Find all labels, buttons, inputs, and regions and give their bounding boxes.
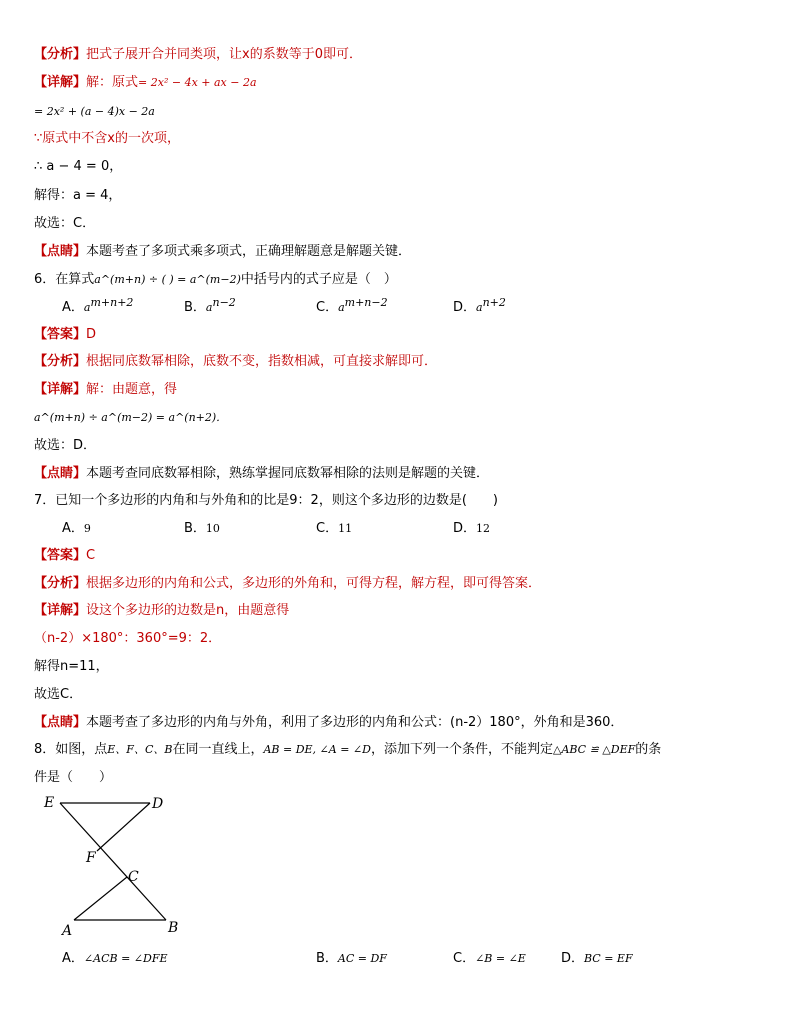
q6-option-b-label: B． — [184, 300, 206, 315]
q8-option-c-label: C． — [453, 951, 476, 966]
q5-expr2: = 2x² + (a − 4)x − 2a — [34, 105, 155, 118]
label-d: D — [152, 796, 164, 812]
q6-answer-tag: 【答案】 — [34, 327, 87, 342]
label-f: F — [86, 850, 96, 866]
q7-option-d — [453, 520, 490, 538]
q6-option-b-exp: n−2 — [212, 296, 236, 309]
q6-comment-line — [34, 465, 489, 483]
q7-option-c-value: 11 — [338, 522, 353, 535]
q6-question-tail: 中括号内的式子应是（ ） — [240, 272, 397, 287]
q8-question-tri: △ABC ≌ △DEF — [552, 743, 636, 756]
q6-option-d-label: D． — [453, 300, 477, 315]
q7-comment-line — [34, 714, 623, 732]
q8-question-points: E、F、C、B — [107, 743, 173, 756]
q8-question-d: 的条 — [635, 742, 662, 757]
q6-option-d-exp: n+2 — [482, 296, 506, 309]
q6-option-a-exp: m+n+2 — [90, 296, 134, 309]
q8-option-d-value: BC = EF — [584, 952, 633, 965]
q7-answer-tag: 【答案】 — [34, 548, 87, 563]
q6-question — [34, 271, 397, 289]
geometry-figure — [40, 792, 190, 940]
q6-option-a-label: A． — [62, 300, 84, 315]
q6-question-lead: 6．在算式 — [34, 272, 95, 287]
q8-option-d — [561, 950, 633, 968]
q5-therefore: ∴ a − 4 = 0， — [34, 159, 123, 174]
q7-option-b-value: 10 — [205, 522, 220, 535]
q7-detail-text: 设这个多边形的边数是n，由题意得 — [86, 603, 290, 618]
q6-option-d — [453, 296, 506, 317]
q7-option-b — [184, 520, 220, 538]
q6-option-c-base: a — [338, 301, 345, 314]
q7-answer-line — [34, 547, 95, 565]
q5-detail-lead: 解：原式 — [86, 75, 139, 90]
label-b: B — [168, 920, 179, 936]
q5-comment-tag: 【点睛】 — [34, 244, 87, 259]
q5-choose: 故选：C． — [34, 216, 96, 231]
q7-equation: （n-2）×180°：360°=9：2． — [34, 631, 222, 646]
q7-solve: 解得n=11， — [34, 659, 109, 674]
q7-analysis-text: 根据多边形的内角和公式，多边形的外角和，可得方程，解方程，即可得答案． — [86, 576, 542, 591]
q5-detail-line — [34, 74, 257, 92]
q5-detail-tag: 【详解】 — [34, 75, 87, 90]
q8-option-b — [316, 950, 387, 968]
q7-choose: 故选C． — [34, 687, 83, 702]
q7-option-c — [316, 520, 352, 538]
q6-option-b-base: a — [205, 301, 213, 314]
segment-eb — [60, 803, 166, 920]
q7-question: 7．已知一个多边形的内角和与外角和的比是9：2，则这个多边形的边数是( ) — [34, 493, 498, 508]
q8-option-b-value: AC = DF — [337, 952, 387, 965]
q6-answer: D — [86, 327, 97, 342]
q6-detail-text: 解：由题意，得 — [86, 382, 178, 397]
q8-question-line1 — [34, 741, 661, 759]
q6-answer-line — [34, 326, 96, 344]
q7-answer: C — [86, 548, 96, 563]
q6-option-c-label: C． — [316, 300, 339, 315]
q7-option-a-value: 9 — [83, 522, 91, 535]
q7-option-b-label: B． — [184, 521, 206, 536]
q6-choose: 故选：D． — [34, 438, 97, 453]
q8-question-c: ，添加下列一个条件，不能判定 — [370, 742, 553, 757]
q8-question-line2: 件是（ ） — [34, 770, 113, 785]
q8-question-a: 8．如图，点 — [34, 742, 108, 757]
label-a: A — [62, 923, 73, 939]
segment-df — [97, 803, 150, 851]
q5-comment-line — [34, 243, 411, 261]
q6-comment-tag: 【点睛】 — [34, 466, 87, 481]
q8-question-cond: AB = DE, ∠A = ∠D — [263, 743, 371, 756]
q8-option-b-label: B． — [316, 951, 338, 966]
q7-detail-line — [34, 602, 289, 620]
q8-option-d-label: D． — [561, 951, 585, 966]
figure-lines — [60, 803, 166, 920]
q6-option-a-base: a — [83, 301, 91, 314]
q7-option-d-label: D． — [453, 521, 477, 536]
label-e: E — [44, 795, 55, 811]
q6-comment-text: 本题考查同底数幂相除，熟练掌握同底数幂相除的法则是解题的关键． — [86, 466, 490, 481]
q7-detail-tag: 【详解】 — [34, 603, 87, 618]
q6-option-c — [316, 296, 388, 317]
q5-comment-text: 本题考查了多项式乘多项式，正确理解题意是解题关键． — [86, 244, 412, 259]
q6-analysis-line — [34, 353, 437, 371]
q8-option-c — [453, 950, 526, 968]
q5-analysis-text: 把式子展开合并同类项，让x的系数等于0即可． — [86, 47, 362, 62]
q6-analysis-tag: 【分析】 — [34, 354, 87, 369]
q7-option-d-value: 12 — [476, 522, 491, 535]
q6-option-d-base: a — [476, 301, 483, 314]
q6-option-a — [62, 296, 134, 317]
q8-option-a-label: A． — [62, 951, 84, 966]
q7-analysis-line — [34, 575, 541, 593]
q5-analysis-tag: 【分析】 — [34, 47, 87, 62]
q8-option-a-value: ∠ACB = ∠DFE — [83, 952, 168, 965]
q5-detail-expr: = 2x² − 4x + ax − 2a — [138, 76, 257, 89]
q6-question-math: a^(m+n) ÷ ( ) = a^(m−2) — [94, 273, 241, 286]
q5-solve: 解得：a = 4， — [34, 188, 122, 203]
q8-question-b: 在同一直线上， — [172, 742, 264, 757]
q7-option-c-label: C． — [316, 521, 339, 536]
q7-comment-text: 本题考查了多边形的内角与外角，利用了多边形的内角和公式：(n-2）180°，外角和是360． — [86, 715, 624, 730]
label-c: C — [128, 869, 139, 885]
q6-analysis-text: 根据同底数幂相除，底数不变，指数相减，可直接求解即可． — [86, 354, 438, 369]
q6-option-c-exp: m+n−2 — [344, 296, 388, 309]
q8-option-c-value: ∠B = ∠E — [475, 952, 526, 965]
q6-option-b — [184, 296, 236, 317]
q6-detail-line — [34, 381, 177, 399]
q6-detail-tag: 【详解】 — [34, 382, 87, 397]
q5-because: ∵原式中不含x的一次项， — [34, 131, 180, 146]
q7-option-a-label: A． — [62, 521, 84, 536]
q6-detail-expr: a^(m+n) ÷ a^(m−2) = a^(n+2)． — [34, 411, 228, 424]
segment-ca — [74, 877, 127, 920]
q8-option-a — [62, 950, 167, 968]
q5-analysis-line — [34, 46, 362, 64]
q7-comment-tag: 【点睛】 — [34, 715, 87, 730]
q7-option-a — [62, 520, 91, 538]
q7-analysis-tag: 【分析】 — [34, 576, 87, 591]
